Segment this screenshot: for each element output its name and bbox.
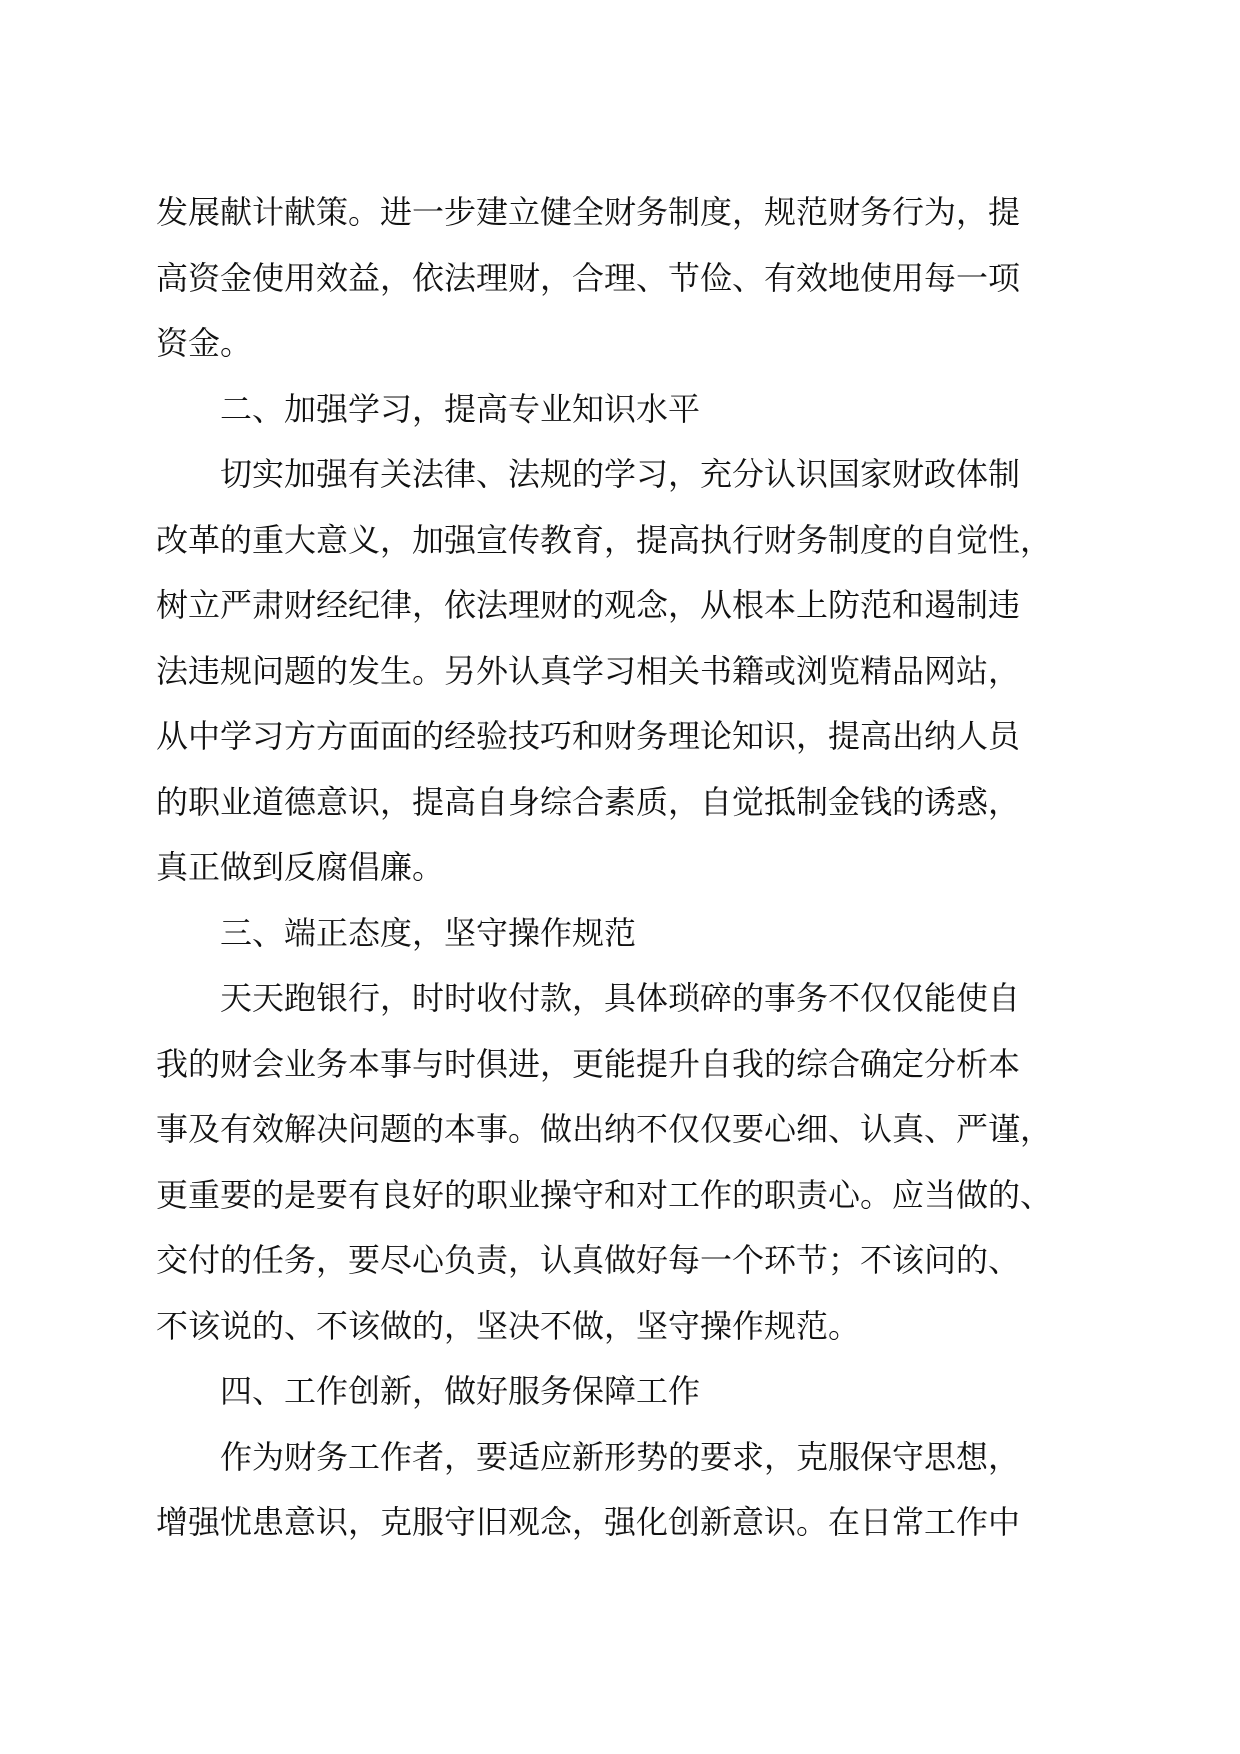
paragraph-line: 改革的重大意义，加强宣传教育，提高执行财务制度的自觉性， xyxy=(156,520,1053,559)
paragraph-line: 法违规问题的发生。另外认真学习相关书籍或浏览精品网站， xyxy=(156,651,1021,690)
paragraph-line: 事及有效解决问题的本事。做出纳不仅仅要心细、认真、严谨， xyxy=(156,1110,1053,1148)
paragraph-line: 作为财务工作者，要适应新形势的要求，克服保守思想， xyxy=(220,1437,1021,1476)
section-heading: 四、工作创新，做好服务保障工作 xyxy=(220,1372,701,1410)
paragraph-line: 更重要的是要有良好的职业操守和对工作的职责心。应当做的、 xyxy=(156,1175,1053,1214)
paragraph-line: 不该说的、不该做的，坚决不做，坚守操作规范。 xyxy=(156,1306,861,1345)
paragraph-line: 资金。 xyxy=(156,324,253,362)
document-body xyxy=(156,180,1116,1556)
paragraph-line: 从中学习方方面面的经验技巧和财务理论知识，提高出纳人员 xyxy=(156,717,1021,755)
paragraph-line: 的职业道德意识，提高自身综合素质，自觉抵制金钱的诱惑， xyxy=(156,782,1021,821)
paragraph-line: 发展献计献策。进一步建立健全财务制度，规范财务行为，提 xyxy=(156,193,1021,231)
paragraph-line: 树立严肃财经纪律，依法理财的观念，从根本上防范和遏制违 xyxy=(156,586,1021,624)
paragraph-line: 真正做到反腐倡廉。 xyxy=(156,848,445,886)
paragraph-line: 切实加强有关法律、法规的学习，充分认识国家财政体制 xyxy=(220,455,1021,493)
paragraph-line: 我的财会业务本事与时俱进，更能提升自我的综合确定分析本 xyxy=(156,1044,1021,1083)
paragraph-line: 天天跑银行，时时收付款，具体琐碎的事务不仅仅能使自 xyxy=(220,979,1021,1017)
paragraph-line: 高资金使用效益，依法理财，合理、节俭、有效地使用每一项 xyxy=(156,258,1021,297)
section-heading: 三、端正态度，坚守操作规范 xyxy=(220,913,637,952)
paragraph-line: 增强忧患意识，克服守旧观念，强化创新意识。在日常工作中 xyxy=(156,1503,1021,1541)
paragraph-line: 交付的任务，要尽心负责，认真做好每一个环节；不该问的、 xyxy=(156,1241,1021,1279)
section-heading: 二、加强学习，提高专业知识水平 xyxy=(220,389,701,428)
